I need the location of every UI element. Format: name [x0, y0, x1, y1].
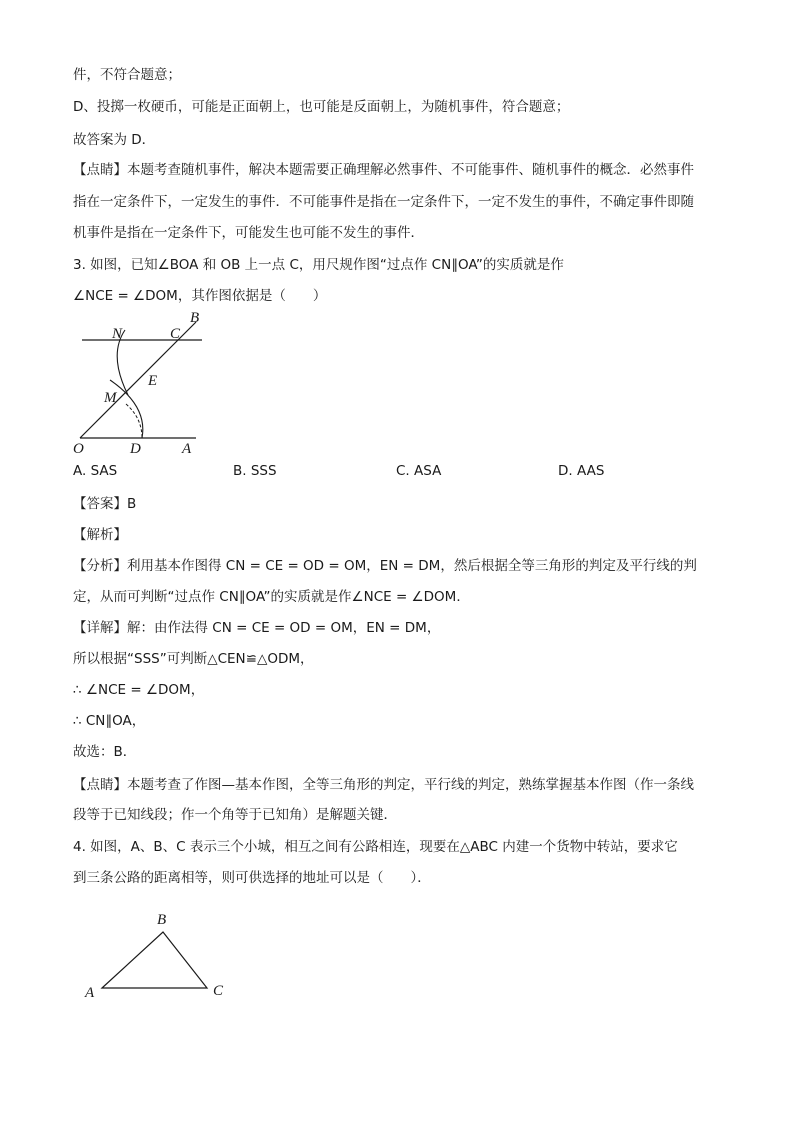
option-d: D. AAS: [558, 463, 605, 479]
analysis-heading: 【解析】: [73, 527, 127, 543]
option-b: B. SSS: [233, 463, 277, 479]
text-line-3: 故答案为 D．: [73, 132, 156, 148]
label-e: E: [148, 373, 158, 389]
text-line-11: 【分析】利用基本作图得 CN = CE = OD = OM，EN = DM，然后根据全等三角形的判定及平行线的判: [73, 558, 697, 574]
text-line-19: 段等于已知线段；作一个角等于已知角）是解题关键．: [73, 807, 397, 823]
label-c: C: [170, 326, 181, 342]
option-a: A. SAS: [73, 463, 118, 479]
text-line-15: ∴ ∠NCE = ∠DOM，: [73, 682, 205, 698]
label-n: N: [112, 326, 123, 342]
text-line-14: 所以根据“SSS”可判断△CEN≌△ODM，: [73, 651, 314, 667]
text-line-1: 件，不符合题意；: [73, 67, 181, 83]
answer-heading: 【答案】B: [73, 496, 137, 512]
option-c: C. ASA: [396, 463, 442, 479]
question-3-line-1: 3. 如图，已知∠BOA 和 OB 上一点 C，用尺规作图“过点作 CN∥OA”的实质就是作: [73, 257, 564, 273]
text-line-6: 机事件是指在一定条件下，可能发生也可能不发生的事件．: [73, 225, 424, 241]
text-line-17: 故选：B．: [73, 744, 137, 760]
arc-dashed: [126, 404, 142, 438]
arc-md: [110, 380, 143, 438]
label-a: A: [85, 985, 95, 1001]
label-b: B: [190, 310, 200, 326]
text-line-13: 【详解】解：由作法得 CN = CE = OD = OM，EN = DM，: [73, 620, 441, 636]
text-line-5: 指在一定条件下，一定发生的事件．不可能事件是指在一定条件下，一定不发生的事件，不确定事件即随: [73, 194, 694, 210]
label-m: M: [104, 390, 117, 406]
label-c: C: [213, 983, 224, 999]
text-line-12: 定，从而可判断“过点作 CN∥OA”的实质就是作∠NCE = ∠DOM．: [73, 589, 470, 605]
question-3-line-2: ∠NCE = ∠DOM，其作图依据是（ ）: [73, 288, 327, 304]
label-d: D: [130, 441, 141, 457]
question-3-figure: [70, 310, 220, 460]
label-a: A: [182, 441, 192, 457]
question-4-line-1: 4. 如图，A、B、C 表示三个小城，相互之间有公路相连，现要在△ABC 内建一个货物中转站，要求它: [73, 839, 678, 855]
question-4-line-2: 到三条公路的距离相等，则可供选择的地址可以是（ ）．: [73, 870, 431, 886]
text-line-18: 【点睛】本题考查了作图—基本作图，全等三角形的判定，平行线的判定，熟练掌握基本作图（作一条线: [73, 777, 694, 793]
text-line-4: 【点睛】本题考查随机事件，解决本题需要正确理解必然事件、不可能事件、随机事件的概念．必然事件: [73, 162, 694, 178]
triangle-abc: [102, 932, 207, 988]
label-o: O: [73, 441, 84, 457]
text-line-2: D、投掷一枚硬币，可能是正面朝上，也可能是反面朝上，为随机事件，符合题意；: [73, 99, 570, 115]
text-line-16: ∴ CN∥OA，: [73, 713, 146, 729]
label-b: B: [157, 912, 167, 928]
question-4-triangle-figure: [80, 905, 240, 1005]
